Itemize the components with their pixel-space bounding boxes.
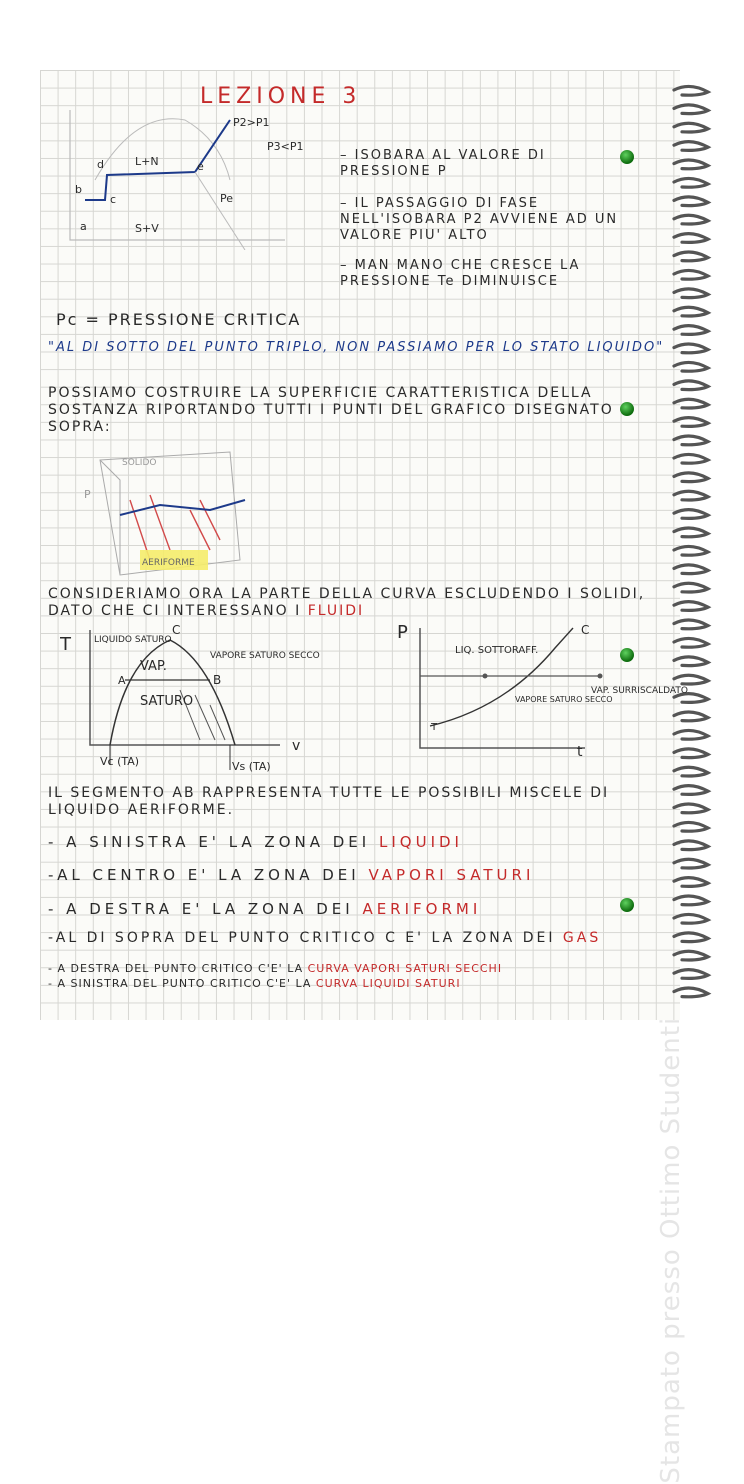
paragraph-superficie: POSSIAMO COSTRUIRE LA SUPERFICIE CARATTERISTICA DELLA SOSTANZA RIPORTANDO TUTTI I PUNTI DEL GRAFICO DISEGNATO SOPRA: (48, 385, 614, 435)
spiral-binding (670, 80, 716, 1010)
spiral-coil (674, 804, 708, 813)
spiral-coil (674, 970, 708, 979)
spiral-coil (674, 546, 708, 555)
fluidi-text: CONSIDERIAMO ORA LA PARTE DELLA CURVA ESCLUDENDO I SOLIDI, DATO CHE CI INTERESSANO I (48, 586, 646, 619)
zone-line-liquidi-red: LIQUIDI (379, 833, 463, 851)
label-aeriforme: AERIFORME (142, 558, 195, 568)
zone-line-vapori-red: VAPORI SATURI (368, 866, 535, 884)
watermark: Stampato presso Ottimo Studenti (656, 1016, 686, 1484)
small-line-destra-text: - A DESTRA DEL PUNTO CRITICO C'E' LA (48, 962, 304, 975)
paragraph-segmento: IL SEGMENTO AB RAPPRESENTA TUTTE LE POSSIBILI MISCELE DI LIQUIDO AERIFORME. (48, 785, 610, 818)
spiral-coil (674, 528, 708, 537)
pt-diagram (395, 618, 695, 783)
spiral-coil (674, 583, 708, 592)
surface-sketch (80, 440, 280, 590)
label-sv: S+V (135, 222, 159, 235)
spiral-coil (674, 786, 708, 795)
spiral-coil (674, 473, 708, 482)
spiral-coil (674, 215, 708, 224)
spiral-coil (674, 602, 708, 611)
label-solido: SOLIDO (122, 458, 157, 468)
spiral-coil (674, 491, 708, 500)
pt-label-liq: LIQ. SOTTORAFF. (455, 645, 539, 656)
spiral-coil (674, 105, 708, 114)
spiral-coil (674, 878, 708, 887)
pt-label-c: C (581, 623, 590, 637)
phase-sketch (55, 100, 305, 250)
paragraph-fluidi (48, 586, 648, 620)
tv-axis-t: T (60, 634, 71, 655)
zone-line-aeriformi-text: - A DESTRA E' LA ZONA DEI (48, 900, 354, 918)
zone-line-vapori (48, 866, 534, 884)
page-title: LEZIONE 3 (200, 84, 362, 109)
spiral-coil (674, 841, 708, 850)
zone-line-vapori-text: -AL CENTRO E' LA ZONA DEI (48, 866, 360, 884)
note-pressione: – MAN MANO CHE CRESCE LA PRESSIONE Te DIMINUISCE (340, 258, 581, 289)
spiral-coil (674, 123, 708, 132)
spiral-coil (674, 307, 708, 316)
spiral-coil (674, 289, 708, 298)
pt-label-vap: VAP. SURRISCALDATO (591, 686, 688, 696)
spiral-coil (674, 344, 708, 353)
spiral-coil (674, 418, 708, 427)
zone-line-liquidi-text: - A SINISTRA E' LA ZONA DEI (48, 833, 371, 851)
label-c: c (110, 193, 117, 206)
note-isobara: – ISOBARA AL VALORE DI PRESSIONE P (340, 148, 546, 179)
note-passaggio: – IL PASSAGGIO DI FASE NELL'ISOBARA P2 AVVIENE AD UN VALORE PIU' ALTO (340, 196, 619, 243)
label-p2: P2>P1 (233, 116, 270, 129)
tv-label-a: A (118, 674, 126, 687)
spiral-coil (674, 178, 708, 187)
zone-line-aeriformi (48, 900, 481, 918)
tv-label-vc: Vc (TA) (100, 755, 140, 768)
spiral-coil (674, 914, 708, 923)
small-line-destra (48, 962, 502, 975)
zone-line-gas-text: -AL DI SOPRA DEL PUNTO CRITICO C E' LA ZONA DEI (48, 930, 556, 946)
label-e: e (197, 160, 204, 173)
tv-label-saturo: SATURO (140, 694, 194, 709)
tv-axis-v: v (292, 738, 301, 754)
fluidi-red: FLUIDI (307, 603, 365, 619)
spiral-coil (674, 454, 708, 463)
label-pr: Pe (220, 192, 234, 205)
zone-line-gas (48, 930, 668, 946)
triple-point-quote: "AL DI SOTTO DEL PUNTO TRIPLO, NON PASSIAMO PER LO STATO LIQUIDO" (48, 340, 665, 355)
spiral-coil (674, 197, 708, 206)
spiral-coil (674, 951, 708, 960)
tv-label-vs: Vs (TA) (232, 760, 271, 773)
spiral-coil (674, 565, 708, 574)
pt-axis-t: t (577, 744, 583, 760)
spiral-coil (674, 326, 708, 335)
label-a: a (80, 220, 87, 233)
label-d: d (97, 158, 104, 171)
spiral-coil (674, 142, 708, 151)
spiral-coil (674, 234, 708, 243)
binder-hole-4 (620, 898, 634, 912)
spiral-coil (674, 399, 708, 408)
spiral-coil (674, 270, 708, 279)
small-line-destra-red: CURVA VAPORI SATURI SECCHI (307, 962, 503, 975)
spiral-coil (674, 896, 708, 905)
tv-label-vapore: VAPORE SATURO SECCO (210, 651, 320, 661)
tv-label-liq: LIQUIDO SATURO (94, 635, 172, 645)
spiral-coil (674, 362, 708, 371)
spiral-coil (674, 86, 708, 95)
spiral-coil (674, 933, 708, 942)
label-ln: L+N (135, 155, 159, 168)
tv-label-c: C (172, 623, 181, 637)
small-line-sinistra (48, 977, 461, 990)
zone-line-aeriformi-red: AERIFORMI (362, 900, 482, 918)
spiral-coil (674, 510, 708, 519)
zone-line-liquidi (48, 833, 463, 851)
small-line-sinistra-text: - A SINISTRA DEL PUNTO CRITICO C'E' LA (48, 977, 312, 990)
tv-label-b: B (213, 673, 222, 687)
spiral-coil (674, 160, 708, 169)
label-p3: P3<P1 (267, 140, 304, 153)
pt-label-t: T (431, 722, 438, 733)
zone-line-gas-red: GAS (562, 930, 602, 946)
pt-label-vsat: VAPORE SATURO SECCO (515, 695, 613, 704)
tv-diagram (60, 620, 330, 780)
pt-axis-p: P (397, 622, 408, 643)
spiral-coil (674, 436, 708, 445)
spiral-coil (674, 822, 708, 831)
spiral-coil (674, 381, 708, 390)
spiral-coil (674, 859, 708, 868)
label-b: b (75, 183, 82, 196)
pc-line: Pc = PRESSIONE CRITICA (56, 310, 302, 329)
small-line-sinistra-red: CURVA LIQUIDI SATURI (315, 977, 461, 990)
spiral-coil (674, 252, 708, 261)
tv-label-vap: VAP. (140, 659, 167, 674)
label-axis-p: P (84, 488, 91, 501)
spiral-coil (674, 988, 708, 997)
